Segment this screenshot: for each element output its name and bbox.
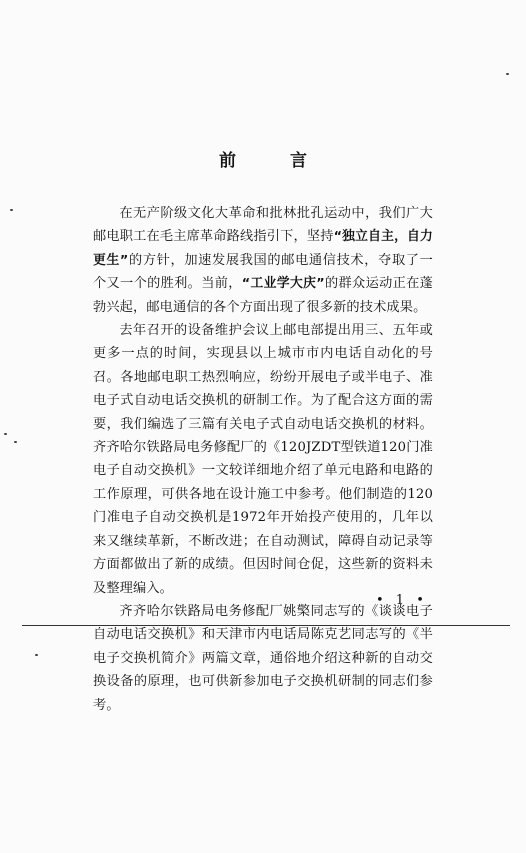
page-number: • 1 • <box>376 593 428 608</box>
slogan-self-reliance: “独立自主，自力更生” <box>93 229 433 268</box>
scan-speck <box>4 433 7 435</box>
slogan-daqing: “工业学大庆” <box>241 276 325 292</box>
paragraph-1-text: 在无产阶级文化大革命和批林批孔运动中，我们广大邮电职工在毛主席革命路线指引下，坚持 <box>93 206 433 245</box>
paragraph-3-text: 齐齐哈尔铁路局电务修配厂姚檠同志写的《谈谈电子自动电话交换机》和天津市内电话局陈克艺同志写的《半电子交换机简介》两篇文章，通俗地介绍这种新的自动交换设备的原理，也可供新参加电子交换机研制的同志们参考。 <box>93 603 433 713</box>
scan-speck <box>10 209 13 211</box>
scan-speck <box>506 73 509 75</box>
paragraph-1-text: 的群众运动正在蓬勃兴起，邮电通信的各个方面出现了很多新的技术成果。 <box>93 276 434 315</box>
page-title: 前 言 <box>219 151 331 171</box>
paragraph-2-text: 去年召开的设备维护会议上邮电部提出用三、五年或更多一点的时间，实现县以上城市市内电话自动化的号召。各地邮电职工热烈响应，纷纷开展电子或半电子、准电子式自动电话交换机的研制工作。为了配合这方面的需要，我们编选了三篇有关电子式自动电话交换机的材料。齐齐哈尔铁路局电务修配厂的《120JZDT型铁道120门准电子自动交换机》一文较详细地介绍了单元电路和电路的工作原理，可供各地在设计施工中参考。他们制造的120门准电子自动交换机是1972年开始投产使用的，几年以来又继续革新，不断改进；在自动测试，障碍自动记录等方面都做出了新的成绩。但因时间仓促，这些新的资料未及整理编入。 <box>93 323 433 596</box>
scan-speck <box>14 441 17 443</box>
scan-speck <box>35 654 38 656</box>
paragraph-1-text: 的方针，加速发展我国的邮电通信技术，夺取了一个又一个的胜利。当前， <box>93 252 433 292</box>
preface-body <box>93 202 433 717</box>
paragraph-2 <box>93 319 433 600</box>
paragraph-1 <box>93 202 433 319</box>
paragraph-3 <box>93 600 433 717</box>
footer-rule <box>22 625 510 626</box>
